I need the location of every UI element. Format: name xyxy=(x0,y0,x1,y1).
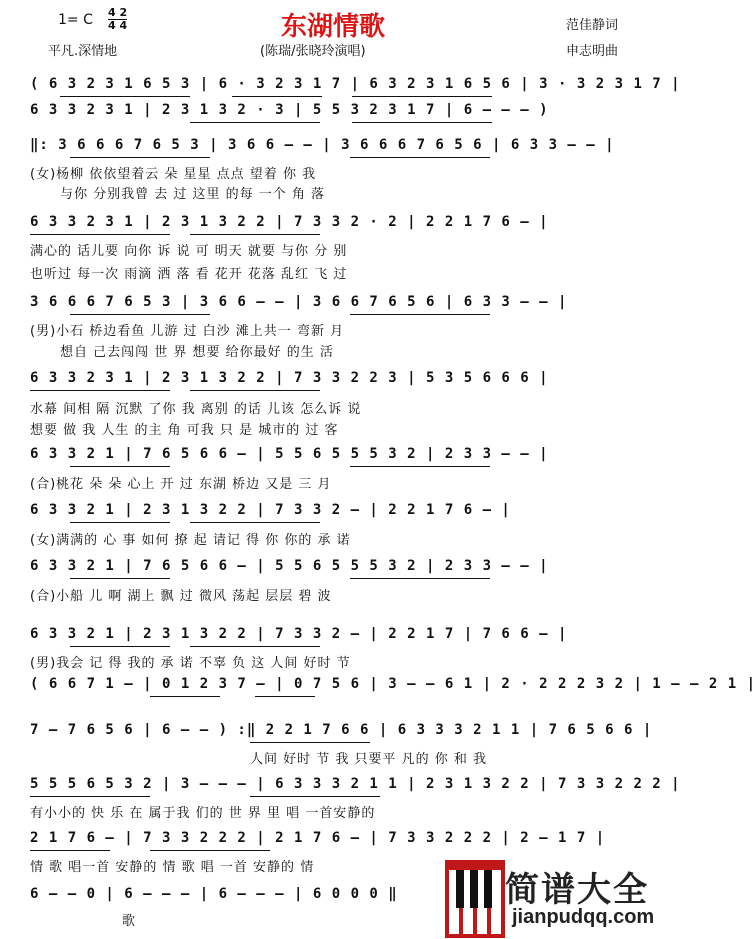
lyric-row-8: (女)满满的 心 事 如何 撩 起 请记 得 你 你的 承 诺 xyxy=(30,533,351,548)
lyric-row-6a: 水幕 间相 隔 沉默 了你 我 离别 的话 儿该 怎么诉 说 xyxy=(30,402,362,417)
score-row-8: 6 3 3 2 1 | 2 3 1 3 2 2 | 7 3 3 2 — | 2 2 1 7 6 — | xyxy=(30,502,511,518)
singers: (陈瑞/张晓玲演唱) xyxy=(260,44,366,59)
score-row-9: 6 3 3 2 1 | 7 6 5 6 6 — | 5 5 6 5 5 5 3 2 | 2 3 3 — — | xyxy=(30,558,549,574)
watermark-url: jianpudqq.com xyxy=(512,906,655,928)
lyric-row-5a: (男)小石 桥边看鱼 儿游 过 白沙 滩上共一 弯新 月 xyxy=(30,324,345,339)
lyric-row-14: 情 歌 唱一首 安静的 情 歌 唱 一首 安静的 情 xyxy=(30,860,315,875)
song-title: 东湖情歌 xyxy=(280,12,385,42)
tempo-marking: 平凡.深情地 xyxy=(48,44,118,59)
composer: 申志明曲 xyxy=(566,44,619,59)
score-row-15: 6 — — 0 | 6 — — — | 6 — — — | 6 0 0 0 ‖ xyxy=(30,886,398,902)
key-signature: 1= C xyxy=(58,12,93,28)
score-row-14: 2 1 7 6 — | 7 3 3 2 2 2 | 2 1 7 6 — | 7 3 3 2 2 2 | 2 — 1 7 | xyxy=(30,830,606,846)
lyric-row-3b: 与你 分别我曾 去 过 这里 的每 一个 角 落 xyxy=(60,187,326,202)
score-row-12: 7 — 7 6 5 6 | 6 — — ) :‖ 2 2 1 7 6 6 | 6 3 3 3 2 1 1 | 7 6 5 6 6 | xyxy=(30,722,653,738)
lyric-row-4a: 满心的 话儿要 向你 诉 说 可 明天 就要 与你 分 别 xyxy=(30,244,348,259)
lyric-row-12: 人间 好时 节 我 只要平 凡的 你 和 我 xyxy=(250,752,488,767)
lyricist: 范佳静词 xyxy=(566,18,619,33)
score-row-10: 6 3 3 2 1 | 2 3 1 3 2 2 | 7 3 3 2 — | 2 2 1 7 | 7 6 6 — | xyxy=(30,626,568,642)
score-row-3: ‖: 3 6 6 6 7 6 5 3 | 3 6 6 — — | 3 6 6 6 7 6 5 6 | 6 3 3 — — | xyxy=(30,137,615,153)
score-row-2: 6 3 3 2 3 1 | 2 3 1 3 2 · 3 | 5 5 3 2 3 1 7 | 6 — — — ) xyxy=(30,102,549,118)
lyric-row-9: (合)小船 儿 啊 湖上 飘 过 微风 荡起 层层 碧 波 xyxy=(30,589,332,604)
lyric-row-13: 有小小的 快 乐 在 属于我 们的 世 界 里 唱 一首安静的 xyxy=(30,806,376,821)
lyric-row-5b: 想自 己去闯闯 世 界 想要 给你最好 的生 活 xyxy=(60,345,334,360)
watermark-name: 简谱大全 xyxy=(505,870,649,910)
piano-keys-logo xyxy=(445,860,505,938)
score-row-7: 6 3 3 2 1 | 7 6 5 6 6 — | 5 5 6 5 5 5 3 2 | 2 3 3 — — | xyxy=(30,446,549,462)
lyric-row-15: 歌 xyxy=(122,914,137,929)
lyric-row-7: (合)桃花 朵 朵 心上 开 过 东湖 桥边 又是 三 月 xyxy=(30,477,332,492)
lyric-row-4b: 也听过 每一次 雨滴 洒 落 看 花开 花落 乱红 飞 过 xyxy=(30,267,348,282)
score-row-11: ( 6 6 7 1 — | 0 1 2 3 7 — | 0 7 5 6 | 3 — — 6 1 | 2 · 2 2 2 3 2 | 1 — — 2 1 | xyxy=(30,676,756,692)
score-row-6: 6 3 3 2 3 1 | 2 3 1 3 2 2 | 7 3 3 2 2 3 | 5 3 5 6 6 6 | xyxy=(30,370,549,386)
time-signature: 4 2 4 4 xyxy=(108,6,128,32)
lyric-row-6b: 想要 做 我 人生 的主 角 可我 只 是 城市的 过 客 xyxy=(30,423,339,438)
lyric-row-3a: (女)杨柳 依依望着云 朵 星星 点点 望着 你 我 xyxy=(30,167,317,182)
score-row-5: 3 6 6 6 7 6 5 3 | 3 6 6 — — | 3 6 6 7 6 5 6 | 6 3 3 — — | xyxy=(30,294,568,310)
score-row-13: 5 5 5 6 5 3 2 | 3 — — — | 6 3 3 3 2 1 1 | 2 3 1 3 2 2 | 7 3 3 2 2 2 | xyxy=(30,776,681,792)
score-row-4: 6 3 3 2 3 1 | 2 3 1 3 2 2 | 7 3 3 2 · 2 | 2 2 1 7 6 — | xyxy=(30,214,549,230)
lyric-row-10: (男)我会 记 得 我的 承 诺 不辜 负 这 人间 好时 节 xyxy=(30,656,351,671)
score-row-1: ( 6 3 2 3 1 6 5 3 | 6 · 3 2 3 1 7 | 6 3 2 3 1 6 5 6 | 3 · 3 2 3 1 7 | xyxy=(30,76,681,92)
